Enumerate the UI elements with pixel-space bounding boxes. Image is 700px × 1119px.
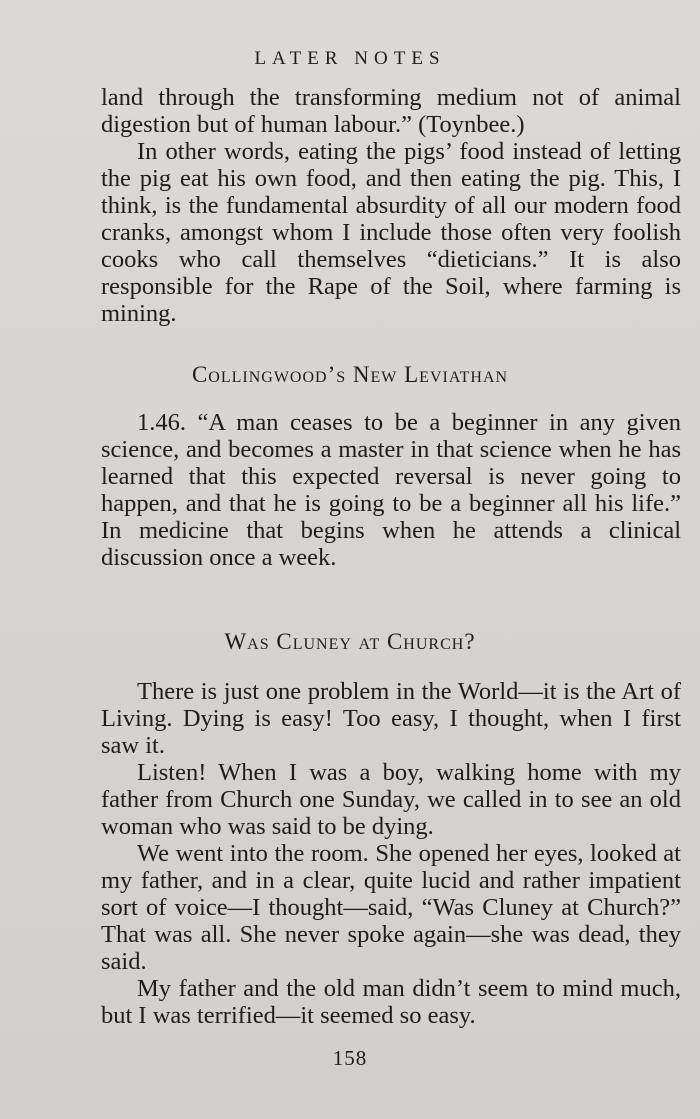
section-collingwood-text bbox=[101, 409, 681, 571]
section-heading-collingwood: Collingwood’s New Leviathan bbox=[191, 362, 509, 387]
intro-paragraph-1: land through the transforming medium not of animal digestion but of human labour.” (Toynbee.) bbox=[101, 84, 681, 138]
section-heading-cluney: Was Cluney at Church? bbox=[224, 629, 476, 654]
cluney-paragraph-2: Listen! When I was a boy, walking home with my father from Church one Sunday, we called in to see an old woman who was said to be dying. bbox=[101, 759, 681, 840]
cluney-paragraph-3: We went into the room. She opened her eyes, looked at my father, and in a clear, quite lucid and rather impatient sort of voice—I thought—said, “Was Cluney at Church?” That was all. She never spoke again—she was dead, they said. bbox=[101, 840, 681, 975]
running-head: LATER NOTES bbox=[254, 48, 446, 69]
cluney-paragraph-1: There is just one problem in the World—it is the Art of Living. Dying is easy! Too easy, I thought, when I first saw it. bbox=[101, 678, 681, 759]
intro-paragraph-2: In other words, eating the pigs’ food instead of letting the pig eat his own food, and then eating the pig. This, I think, is the fundamental absurdity of all our modern food cranks, amongst whom I include those often very foolish cooks who call themselves “dieticians.” It is also responsible for the Rape of the Soil, where farming is mining. bbox=[101, 138, 681, 327]
section-cluney-text bbox=[101, 678, 681, 1029]
cluney-paragraph-4: My father and the old man didn’t seem to mind much, but I was terrified—it seemed so easy. bbox=[101, 975, 681, 1029]
intro-text bbox=[101, 84, 681, 327]
page-number: 158 bbox=[332, 1046, 368, 1070]
collingwood-paragraph-1: 1.46. “A man ceases to be a beginner in any given science, and becomes a master in that science when he has learned that this expected reversal is never going to happen, and that he is going to be a beginner all his life.” In medicine that begins when he attends a clinical discussion once a week. bbox=[101, 409, 681, 571]
